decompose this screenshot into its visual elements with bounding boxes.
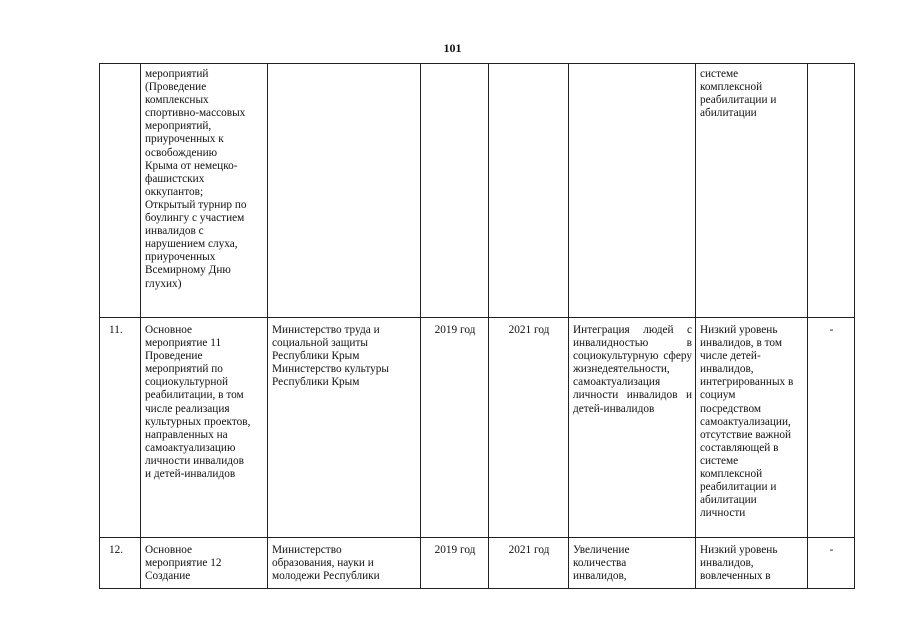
end-year-cell: 2021 год	[489, 318, 569, 538]
row-number-cell: 12.	[100, 538, 141, 589]
expected-result-cell: Интеграция людей с инвалидностью в социокультурную сферу жизнедеятельности, самоактуализация личности инвалидов и детей-инвалидов	[569, 318, 696, 538]
link-cell	[808, 64, 855, 318]
table-row	[100, 538, 855, 589]
start-year-cell: 2019 год	[421, 538, 489, 589]
row-number-cell	[100, 64, 141, 318]
executor-cell: Министерство труда и социальной защиты Республики Крым Министерство культуры Республики Крым	[268, 318, 421, 538]
executor-cell: Министерство образования, науки и молодежи Республики	[268, 538, 421, 589]
consequence-cell: системе комплексной реабилитации и абилитации	[696, 64, 808, 318]
page-number: 101	[443, 41, 462, 55]
program-events-table	[99, 63, 855, 589]
end-year-cell	[489, 64, 569, 318]
event-cell: мероприятий (Проведение комплексных спортивно-массовых мероприятий, приуроченных к освобождению Крыма от немецко- фашистских оккупантов; Открытый турнир по боулингу с участием инвалидов с нарушением слуха, приуроченных Всемирному Дню глухих)	[141, 64, 268, 318]
expected-result-cell: Увеличение количества инвалидов,	[569, 538, 696, 589]
start-year-cell	[421, 64, 489, 318]
expected-result-cell	[569, 64, 696, 318]
consequence-cell: Низкий уровень инвалидов, в том числе детей- инвалидов, интегрированных в социум посредством самоактуализации, отсутствие важной составляющей в системе комплексной реабилитации и абилитации личности	[696, 318, 808, 538]
row-number-cell: 11.	[100, 318, 141, 538]
start-year-cell: 2019 год	[421, 318, 489, 538]
event-cell: Основное мероприятие 12 Создание	[141, 538, 268, 589]
table-row	[100, 64, 855, 318]
table-row	[100, 318, 855, 538]
link-cell: -	[808, 538, 855, 589]
executor-cell	[268, 64, 421, 318]
event-cell: Основное мероприятие 11 Проведение мероприятий по социокультурной реабилитации, в том числе реализация культурных проектов, направленных на самоактуализацию личности инвалидов и детей-инвалидов	[141, 318, 268, 538]
link-cell: -	[808, 318, 855, 538]
end-year-cell: 2021 год	[489, 538, 569, 589]
consequence-cell: Низкий уровень инвалидов, вовлеченных в	[696, 538, 808, 589]
